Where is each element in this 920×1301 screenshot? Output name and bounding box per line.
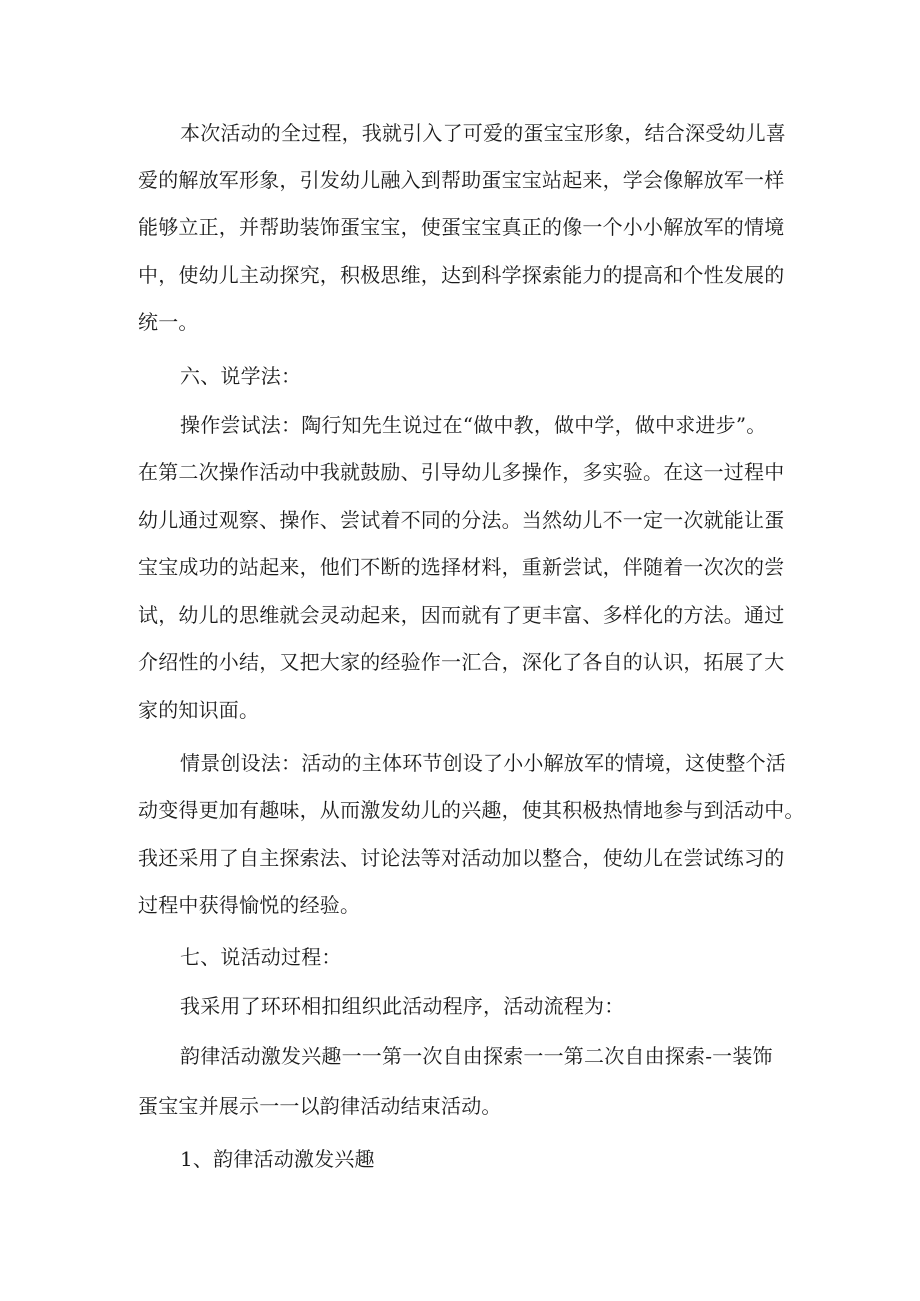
section-heading: 七、说活动过程： — [180, 945, 342, 969]
paragraph-line: 本次活动的全过程，我就引入了可爱的蛋宝宝形象，结合深受幼儿喜 — [180, 121, 786, 145]
paragraph-line: 统一。 — [138, 310, 199, 334]
paragraph-line: 能够立正，并帮助装饰蛋宝宝，使蛋宝宝真正的像一个小小解放军的情境 — [138, 215, 785, 239]
paragraph-line: 中，使幼儿主动探究，积极思维，达到科学探索能力的提高和个性发展的 — [138, 263, 785, 287]
paragraph-line: 我还采用了自主探索法、讨论法等对活动加以整合，使幼儿在尝试练习的 — [138, 846, 785, 870]
paragraph-line: 家的知识面。 — [138, 698, 260, 722]
section-heading: 六、说学法： — [180, 364, 302, 388]
paragraph-line: 在第二次操作活动中我就鼓励、引导幼儿多操作，多实验。在这一过程中 — [138, 460, 785, 484]
paragraph-line: 动变得更加有趣味，从而激发幼儿的兴趣，使其积极热情地参与到活动中。 — [138, 798, 805, 822]
paragraph-line: 情景创设法：活动的主体环节创设了小小解放军的情境，这使整个活 — [180, 751, 786, 775]
subsection-heading: 1、韵律活动激发兴趣 — [180, 1147, 375, 1171]
paragraph-line: 宝宝成功的站起来，他们不断的选择材料，重新尝试，伴随着一次次的尝 — [138, 555, 785, 579]
paragraph-line: 试，幼儿的思维就会灵动起来，因而就有了更丰富、多样化的方法。通过 — [138, 603, 785, 627]
paragraph-line: 我采用了环环相扣组织此活动程序，活动流程为： — [180, 994, 625, 1018]
paragraph-line: 介绍性的小结，又把大家的经验作一汇合，深化了各自的认识，拓展了大 — [138, 650, 785, 674]
paragraph-line: 爱的解放军形象，引发幼儿融入到帮助蛋宝宝站起来，学会像解放军一样 — [138, 168, 785, 192]
paragraph-line: 过程中获得愉悦的经验。 — [138, 893, 361, 917]
paragraph-line: 蛋宝宝并展示一一以韵律活动结束活动。 — [138, 1094, 502, 1118]
paragraph-line: 幼儿通过观察、操作、尝试着不同的分法。当然幼儿不一定一次就能让蛋 — [138, 508, 785, 532]
paragraph-line: 韵律活动激发兴趣一一第一次自由探索一一第二次自由探索-一装饰 — [180, 1044, 773, 1068]
paragraph-line: 操作尝试法：陶行知先生说过在“做中教，做中学，做中求进步”。 — [180, 413, 767, 437]
